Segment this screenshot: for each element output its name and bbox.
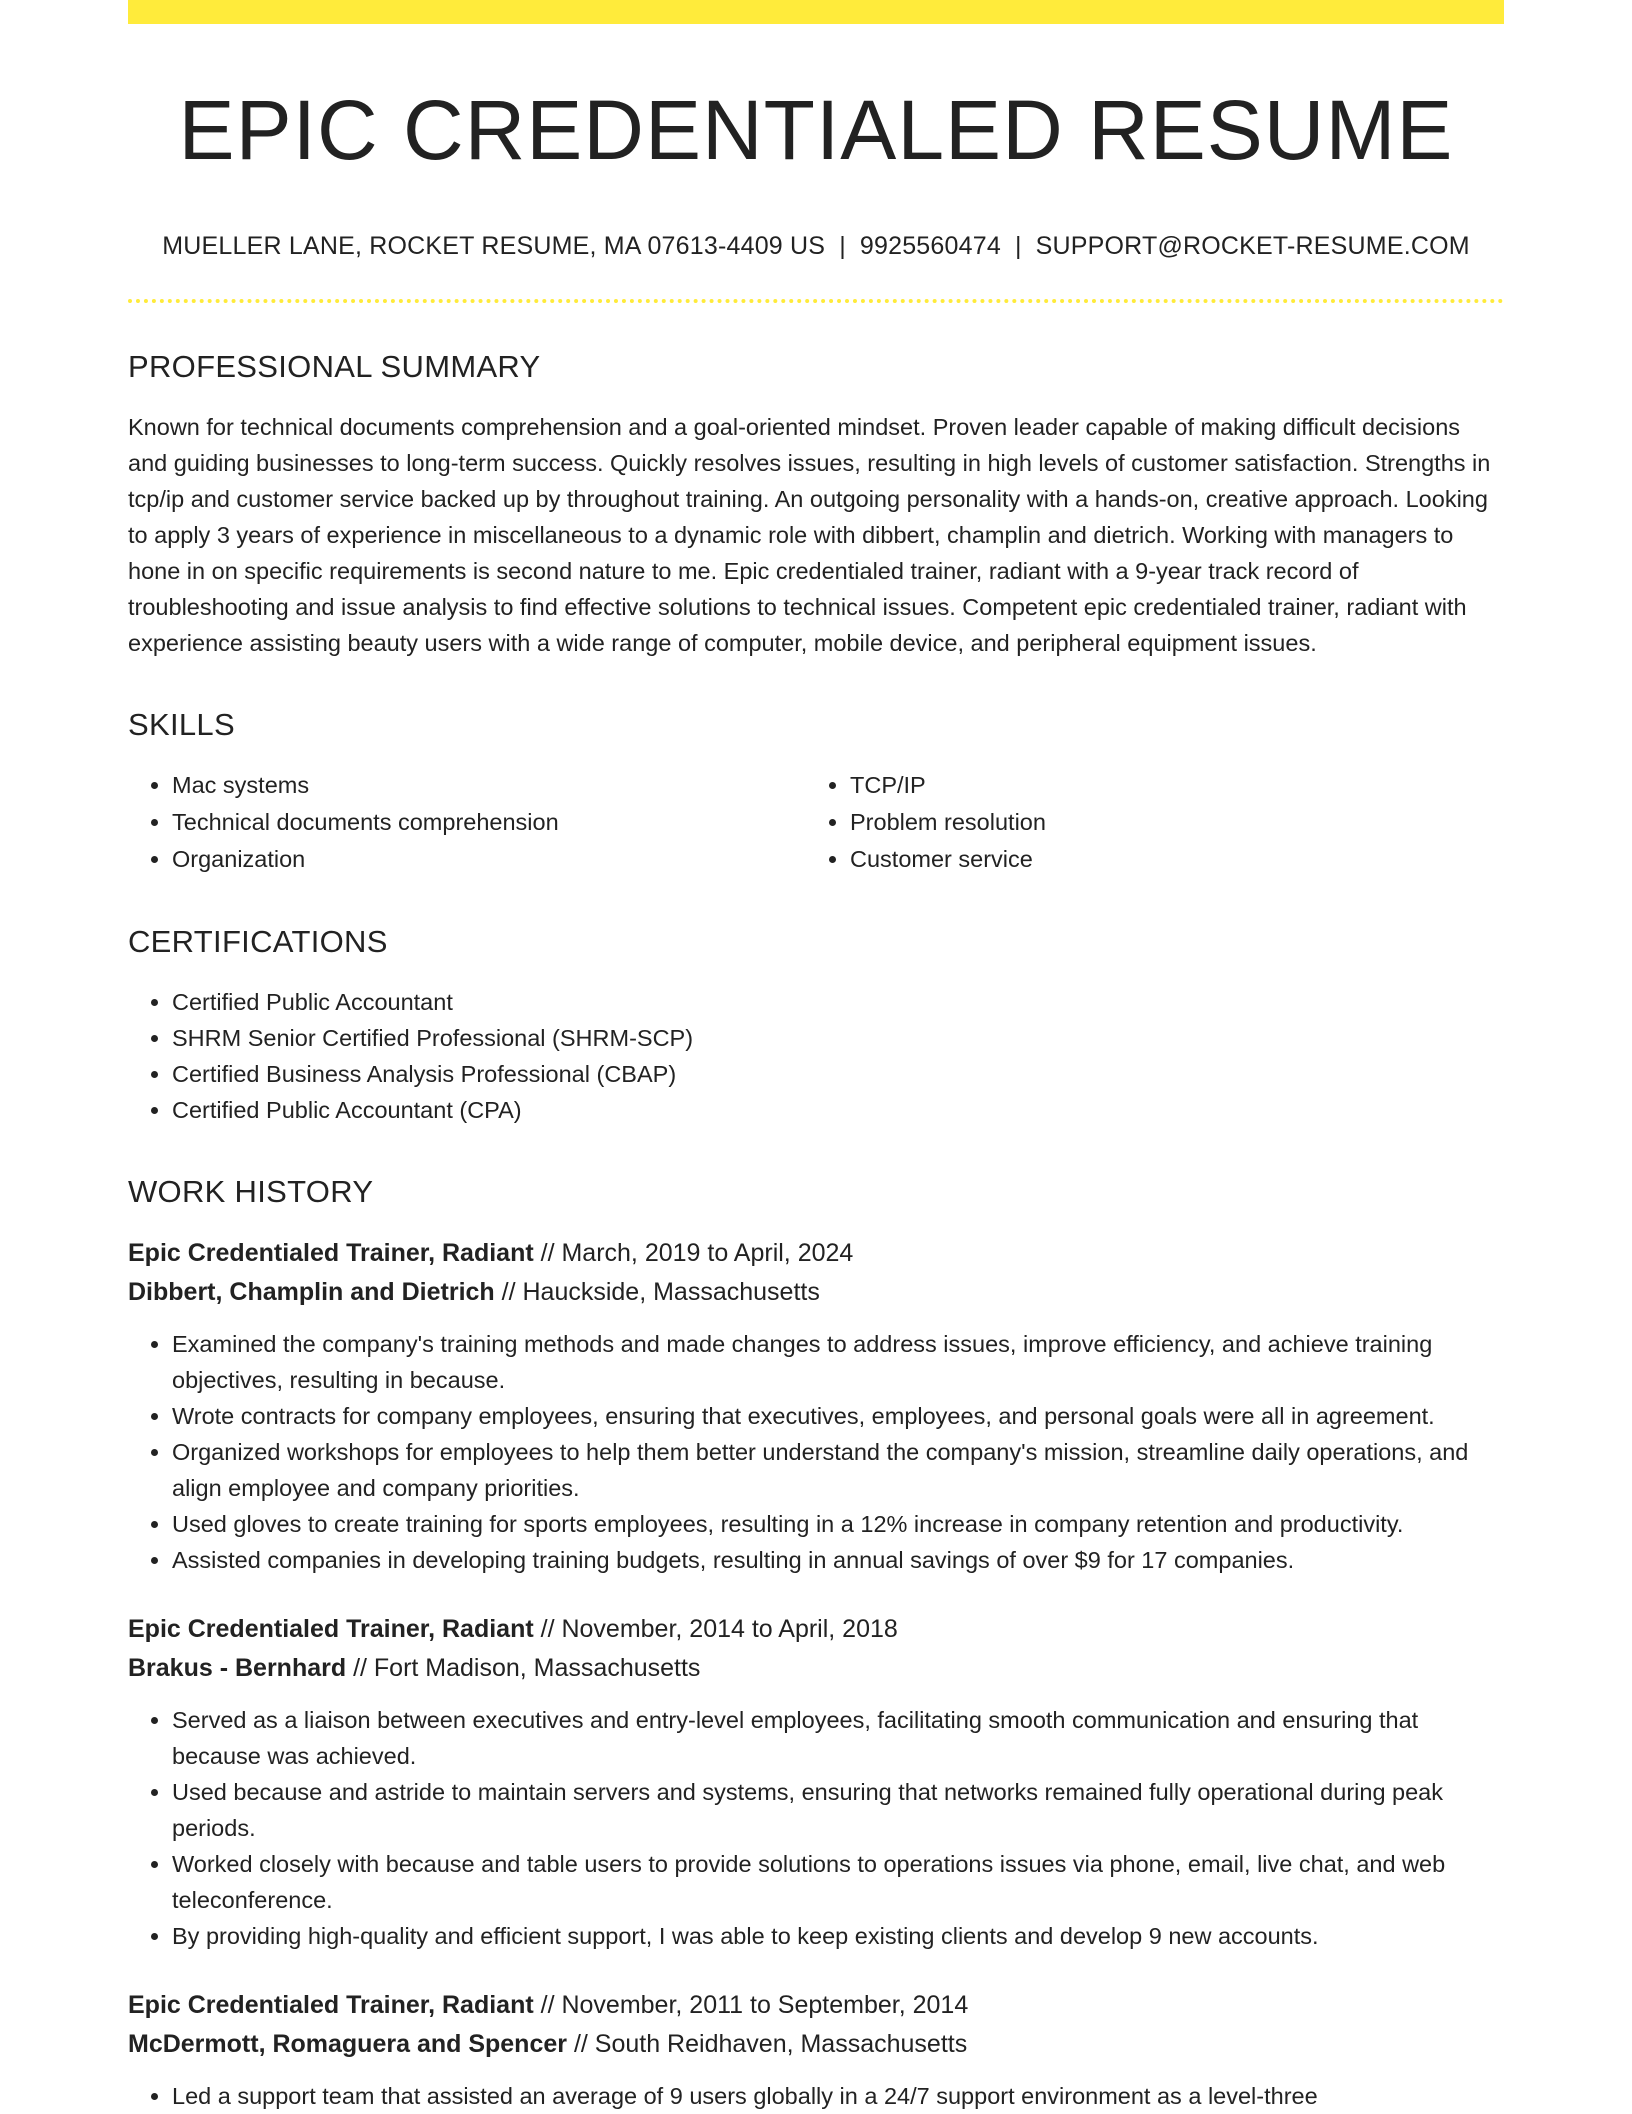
skills-heading: SKILLS — [128, 707, 235, 743]
job-bullet: • Wrote contracts for company employees, ensuring that executives, employees, and personal goals were all in agreement. — [172, 1398, 1504, 1434]
certifications-list — [128, 984, 1504, 1128]
job-entry — [128, 1234, 1504, 1578]
contact-email[interactable]: SUPPORT@ROCKET-RESUME.COM — [1035, 232, 1470, 261]
job-role: Epic Credentialed Trainer, Radiant — [128, 1991, 534, 2020]
skill-item: • Technical documents comprehension — [172, 804, 806, 841]
job-company-line — [128, 2025, 1504, 2064]
job-company: McDermott, Romaguera and Spencer — [128, 2030, 567, 2059]
job-bullet: • Used because and astride to maintain servers and systems, ensuring that networks remained fully operational during peak periods. — [172, 1774, 1504, 1846]
job-dates: // November, 2011 to September, 2014 — [533, 1991, 969, 2020]
job-company-line — [128, 1649, 1504, 1688]
summary-heading: PROFESSIONAL SUMMARY — [128, 349, 541, 385]
job-bullets — [128, 1326, 1504, 1578]
job-entry — [128, 1610, 1504, 1954]
job-dates: // November, 2014 to April, 2018 — [533, 1615, 898, 1644]
skill-item: • Organization — [172, 841, 806, 878]
job-role: Epic Credentialed Trainer, Radiant — [128, 1615, 534, 1644]
job-company: Brakus - Bernhard — [128, 1654, 347, 1683]
resume-name: EPIC CREDENTIALED RESUME — [178, 83, 1454, 177]
summary-text: Known for technical documents comprehension and a goal-oriented mindset. Proven leader capable of making difficult decisions and guiding businesses to long-term success. Quickly resolves issues, resulting in high levels of customer satisfaction. Strengths in tcp/ip and customer service backed up by throughout training. An outgoing personality with a hands-on, creative approach. Looking to apply 3 years of experience in miscellaneous to a dynamic role with dibbert, champlin and dietrich. Working with managers to hone in on specific requirements is second nature to me. Epic credentialed trainer, radiant with a 9-year track record of troubleshooting and issue analysis to find effective solutions to technical issues. Competent epic credentialed trainer, radiant with experience assisting beauty users with a wide range of computer, mobile device, and peripheral equipment issues. — [128, 414, 1491, 657]
job-title-line — [128, 1234, 1504, 1273]
certification-item: • Certified Public Accountant — [172, 984, 1504, 1020]
skills-column-left — [128, 767, 806, 878]
job-bullet: • Examined the company's training methods and made changes to address issues, improve efficiency, and achieve training objectives, resulting in because. — [172, 1326, 1504, 1398]
work-history-heading: WORK HISTORY — [128, 1174, 374, 1210]
job-role: Epic Credentialed Trainer, Radiant — [128, 1239, 534, 1268]
skills-list — [128, 767, 1504, 878]
job-company-line — [128, 1273, 1504, 1312]
job-company: Dibbert, Champlin and Dietrich — [128, 1278, 495, 1307]
job-location: // Fort Madison, Massachusetts — [346, 1654, 701, 1683]
skill-item: • Customer service — [850, 841, 1484, 878]
job-bullet: • Used gloves to create training for sports employees, resulting in a 12% increase in company retention and productivity. — [172, 1506, 1504, 1542]
job-location: // Hauckside, Massachusetts — [494, 1278, 820, 1307]
contact-line — [128, 232, 1504, 261]
job-bullet: • Organized workshops for employees to help them better understand the company's mission, streamline daily operations, and align employee and company priorities. — [172, 1434, 1504, 1506]
skill-item: • Problem resolution — [850, 804, 1484, 841]
job-bullet: • Worked closely with because and table users to provide solutions to operations issues via phone, email, live chat, and web teleconference. — [172, 1846, 1504, 1918]
skill-item: • TCP/IP — [850, 767, 1484, 804]
certification-item: • Certified Public Accountant (CPA) — [172, 1092, 1504, 1128]
job-title-line — [128, 1610, 1504, 1649]
job-dates: // March, 2019 to April, 2024 — [533, 1239, 854, 1268]
certification-item: • Certified Business Analysis Professional (CBAP) — [172, 1056, 1504, 1092]
skill-item: • Mac systems — [172, 767, 806, 804]
certifications-heading: CERTIFICATIONS — [128, 924, 388, 960]
contact-address: MUELLER LANE, ROCKET RESUME, MA 07613-4409 US — [162, 232, 826, 261]
job-bullet: • By providing high-quality and efficient support, I was able to keep existing clients and develop 9 new accounts. — [172, 1918, 1504, 1954]
contact-phone[interactable]: 9925560474 — [859, 232, 1001, 261]
contact-separator: | — [839, 232, 846, 261]
skills-column-right — [806, 767, 1484, 878]
job-bullet: • Served as a liaison between executives and entry-level employees, facilitating smooth communication and ensuring that because was achieved. — [172, 1702, 1504, 1774]
resume-page — [128, 0, 1504, 2114]
contact-separator: | — [1014, 232, 1022, 261]
job-title-line — [128, 1986, 1504, 2025]
certification-item: • SHRM Senior Certified Professional (SHRM-SCP) — [172, 1020, 1504, 1056]
job-bullets — [128, 2078, 1504, 2114]
accent-top-bar — [128, 0, 1504, 24]
job-entry — [128, 1986, 1504, 2114]
job-bullet: • Led a support team that assisted an average of 9 users globally in a 24/7 support environment as a level-three — [172, 2078, 1504, 2114]
job-bullets — [128, 1702, 1504, 1954]
job-location: // South Reidhaven, Massachusetts — [567, 2030, 968, 2059]
job-bullet: • Assisted companies in developing training budgets, resulting in annual savings of over $9 for 17 companies. — [172, 1542, 1504, 1578]
dotted-divider — [128, 299, 1504, 303]
